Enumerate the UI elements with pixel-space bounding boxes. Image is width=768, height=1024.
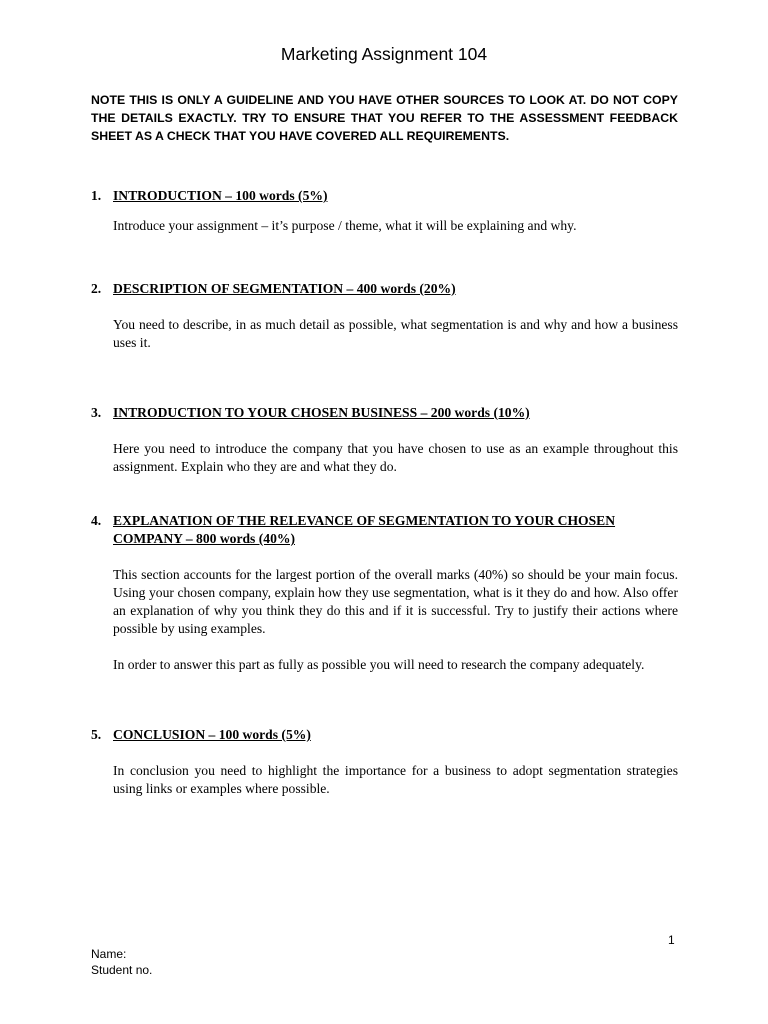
section-number: 4. [91, 513, 102, 528]
section-paragraph: You need to describe, in as much detail as possible, what segmentation is and why and how a business uses it. [113, 317, 678, 350]
section-number: 3. [91, 405, 102, 420]
section-number: 5. [91, 727, 102, 742]
page-number: 1 [668, 933, 675, 947]
section-heading [91, 404, 678, 422]
document-title: Marketing Assignment 104 [280, 44, 488, 64]
section-paragraph: This section accounts for the largest portion of the overall marks (40%) so should be your main focus. Using your chosen company, explain how they use segmentation, what is it they do and how. Also offer an explanation of why you think they do this and if it is successful. Try to justify their actions where possible by using examples. [113, 567, 678, 636]
section-description-of-segmentation [91, 280, 678, 352]
section-heading [91, 187, 678, 205]
section-heading-text: INTRODUCTION – 100 words (5%) [113, 188, 328, 203]
student-number-label: Student no. [91, 963, 153, 977]
section-introduction-to-chosen-business [91, 404, 678, 476]
section-number: 2. [91, 281, 102, 296]
section-paragraph: In conclusion you need to highlight the importance for a business to adopt segmentation strategies using links or examples where possible. [113, 763, 678, 796]
section-heading-text: DESCRIPTION OF SEGMENTATION – 400 words (20%) [113, 281, 456, 296]
section-introduction [91, 187, 678, 235]
name-label: Name: [91, 947, 127, 961]
section-heading [91, 512, 678, 548]
section-heading [91, 726, 678, 744]
section-paragraph: Introduce your assignment – it’s purpose / theme, what it will be explaining and why. [113, 218, 577, 233]
section-number: 1. [91, 188, 102, 203]
guideline-note: NOTE THIS IS ONLY A GUIDELINE AND YOU HAVE OTHER SOURCES TO LOOK AT. DO NOT COPY THE DETAILS EXACTLY. TRY TO ENSURE THAT YOU REFER TO THE ASSESSMENT FEEDBACK SHEET AS A CHECK THAT YOU HAVE COVERED ALL REQUIREMENTS. [91, 93, 678, 143]
section-heading-text: EXPLANATION OF THE RELEVANCE OF SEGMENTATION TO YOUR CHOSEN COMPANY – 800 words (40%) [113, 513, 616, 546]
section-heading-text: INTRODUCTION TO YOUR CHOSEN BUSINESS – 200 words (10%) [113, 405, 530, 420]
section-paragraph: In order to answer this part as fully as possible you will need to research the company adequately. [113, 657, 645, 672]
section-heading-text: CONCLUSION – 100 words (5%) [113, 727, 311, 742]
section-explanation-of-relevance [91, 512, 678, 674]
page-footer [91, 946, 152, 978]
section-heading [91, 280, 678, 298]
section-conclusion [91, 726, 678, 798]
section-paragraph: Here you need to introduce the company that you have chosen to use as an example throughout this assignment. Explain who they are and what they do. [113, 441, 678, 474]
